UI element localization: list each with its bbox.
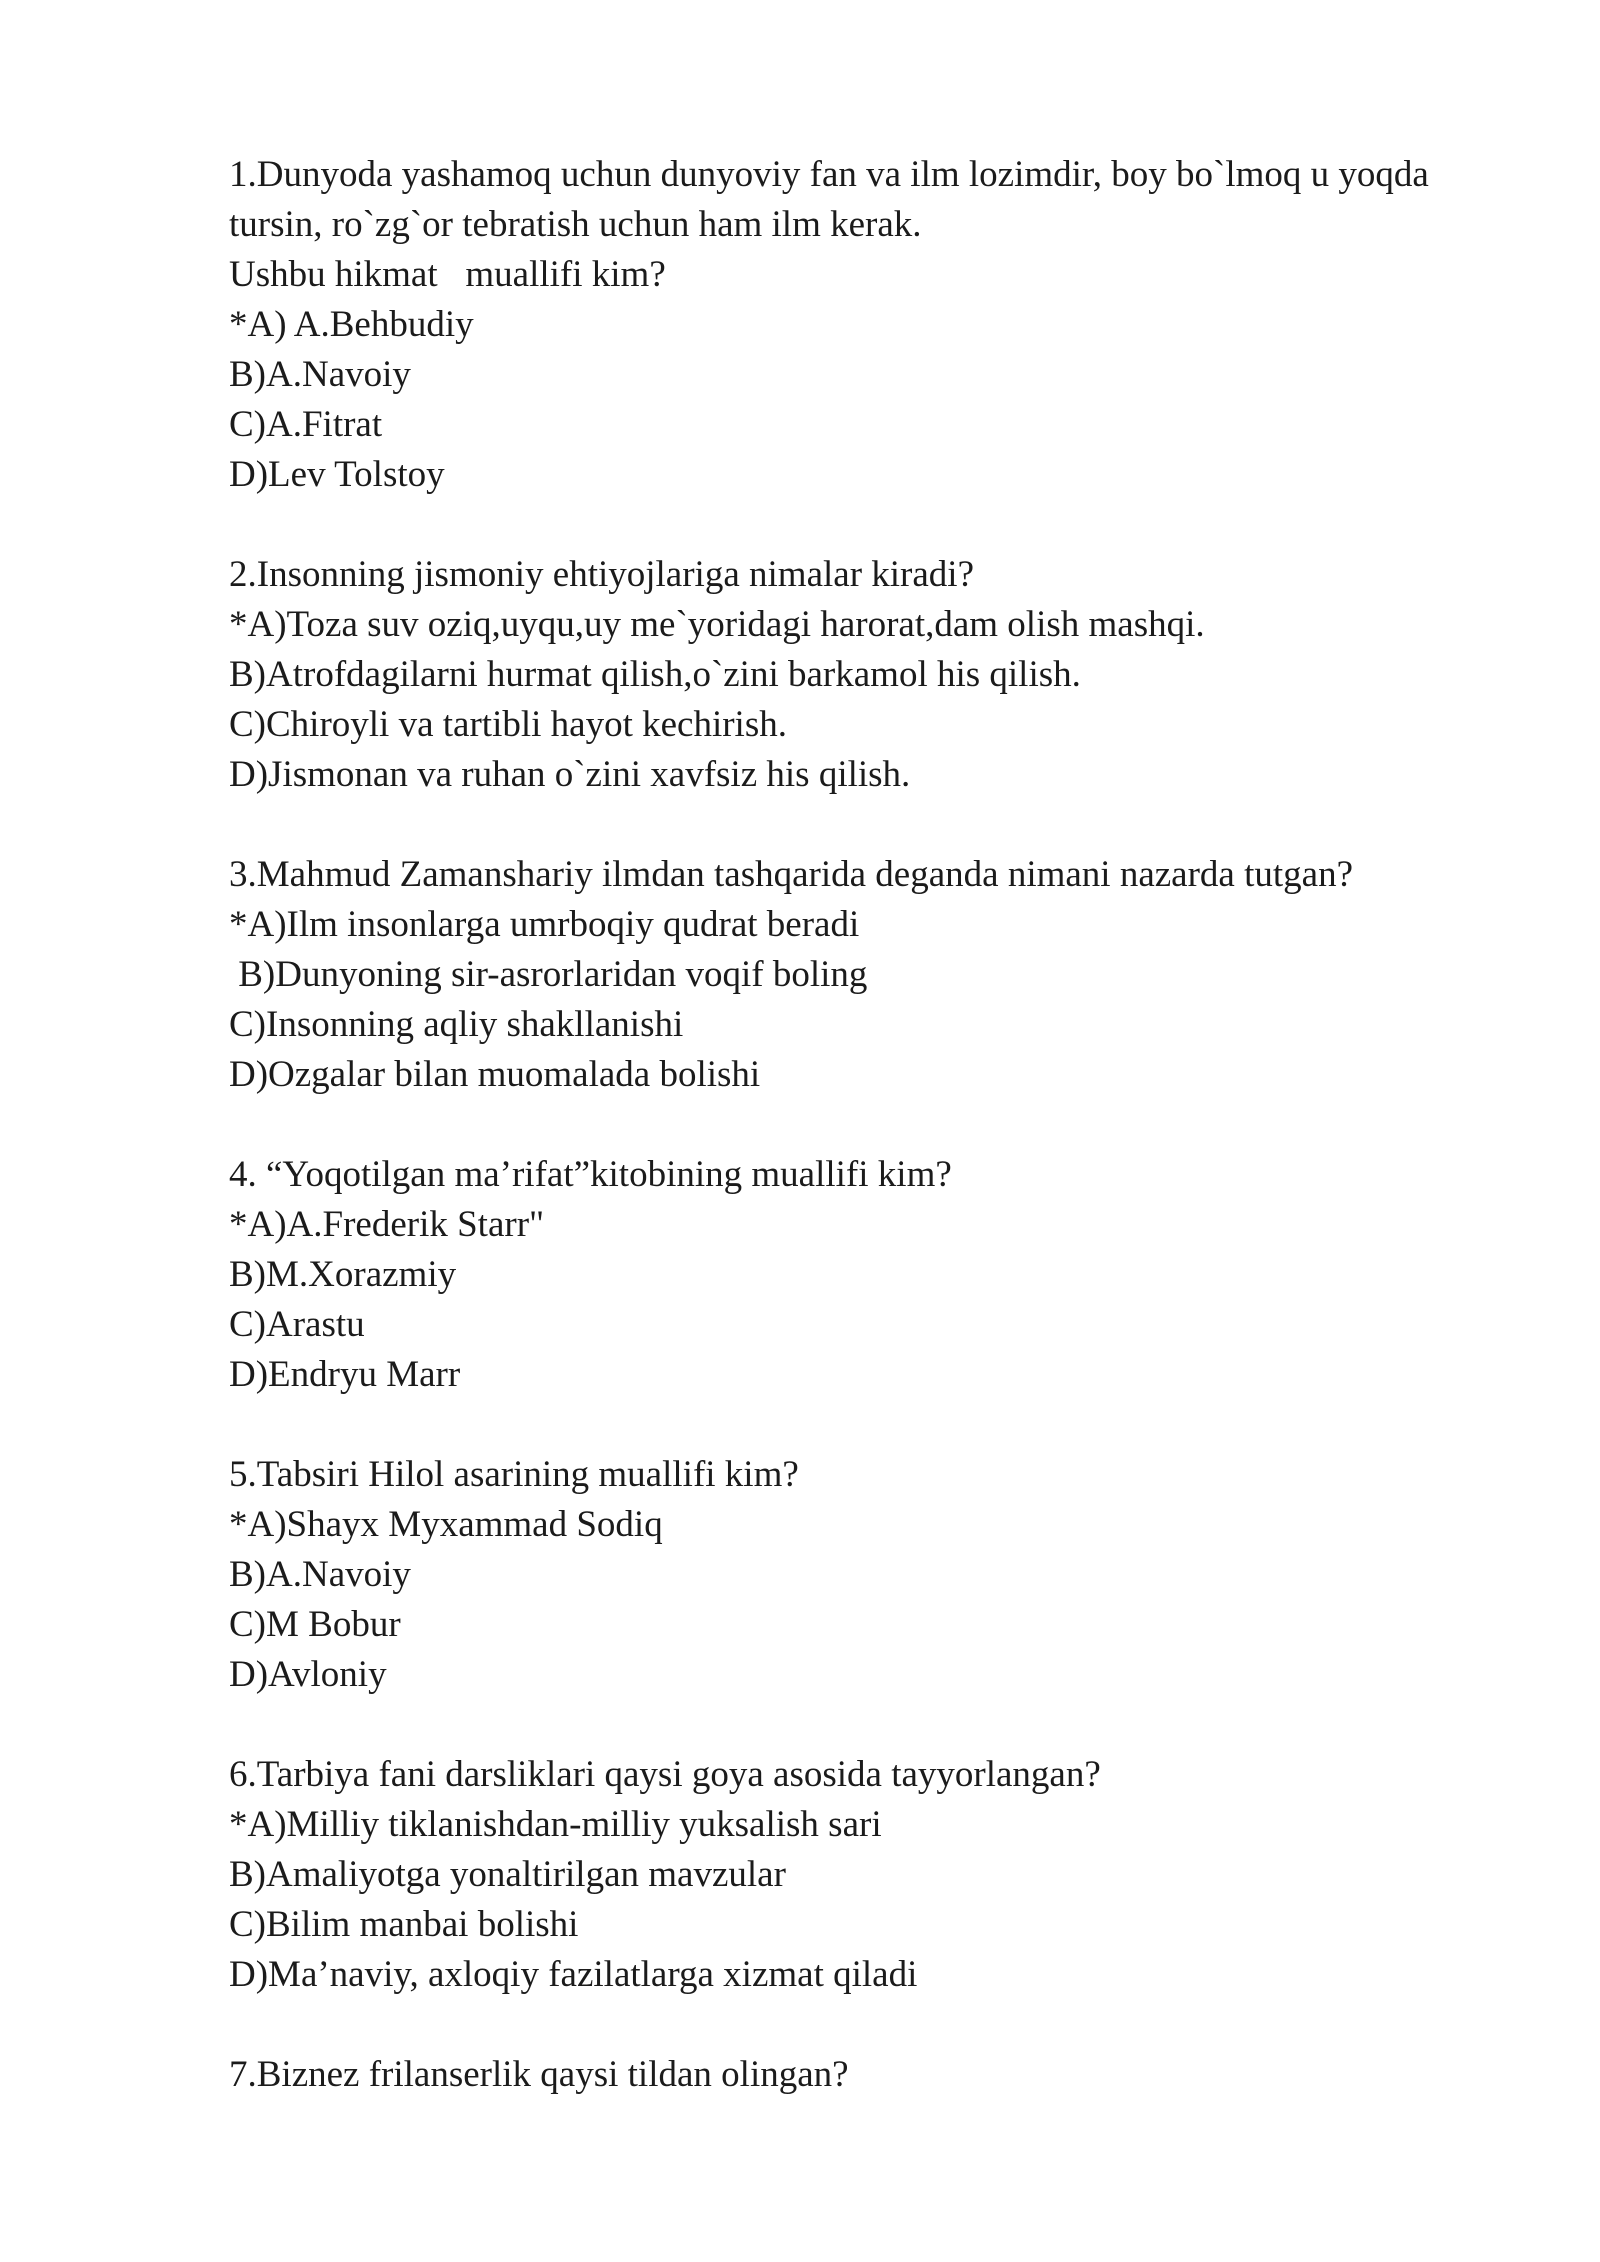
answer-option: C)Bilim manbai bolishi [229,1904,579,1945]
answer-option: D)Ozgalar bilan muomalada bolishi [229,1054,761,1095]
answer-option: B)Amaliyotga yonaltirilgan mavzular [229,1854,786,1895]
document-content [229,150,1479,2150]
question-text: 6.Tarbiya fani darsliklari qaysi goya asosida tayyorlangan? [229,1754,1101,1795]
answer-option: *A)Ilm insonlarga umrboqiy qudrat beradi [229,904,860,945]
answer-option: B)Dunyoning sir-asrorlaridan voqif boling [229,954,868,995]
answer-option: *A) A.Behbudiy [229,304,474,345]
answer-option: *A)Shayx Myxammad Sodiq [229,1504,663,1545]
answer-option: D)Lev Tolstoy [229,454,445,495]
answer-option: B)A.Navoiy [229,1554,411,1595]
question-text: 3.Mahmud Zamanshariy ilmdan tashqarida deganda nimani nazarda tutgan? [229,854,1354,895]
question-text: tursin, ro`zg`or tebratish uchun ham ilm kerak. [229,204,922,245]
question-text: 2.Insonning jismoniy ehtiyojlariga nimalar kiradi? [229,554,974,595]
answer-option: C)Chiroyli va tartibli hayot kechirish. [229,704,787,745]
answer-option: C)A.Fitrat [229,404,383,445]
question-1 [229,150,1479,500]
question-text: 1.Dunyoda yashamoq uchun dunyoviy fan va ilm lozimdir, boy bo`lmoq u yoqda [229,154,1429,195]
answer-option: C)Insonning aqliy shakllanishi [229,1004,684,1045]
question-4 [229,1150,1479,1400]
answer-option: *A)A.Frederik Starr" [229,1204,545,1245]
question-text: 5.Tabsiri Hilol asarining muallifi kim? [229,1454,799,1495]
answer-option: *A)Milliy tiklanishdan-milliy yuksalish sari [229,1804,882,1845]
question-text: 7.Biznez frilanserlik qaysi tildan olingan? [229,2054,849,2095]
answer-option: D)Endryu Marr [229,1354,461,1395]
question-5 [229,1450,1479,1700]
answer-option: B)Atrofdagilarni hurmat qilish,o`zini barkamol his qilish. [229,654,1081,695]
question-2 [229,550,1479,800]
question-3 [229,850,1479,1100]
question-7 [229,2050,1479,2100]
answer-option: D)Ma’naviy, axloqiy fazilatlarga xizmat qiladi [229,1954,918,1995]
answer-option: C)Arastu [229,1304,365,1345]
answer-option: D)Avloniy [229,1654,387,1695]
question-6 [229,1750,1479,2000]
answer-option: D)Jismonan va ruhan o`zini xavfsiz his qilish. [229,754,911,795]
question-text: 4. “Yoqotilgan ma’rifat”kitobining muallifi kim? [229,1154,952,1195]
answer-option: C)M Bobur [229,1604,401,1645]
answer-option: *A)Toza suv oziq,uyqu,uy me`yoridagi harorat,dam olish mashqi. [229,604,1205,645]
answer-option: B)M.Xorazmiy [229,1254,457,1295]
question-text: Ushbu hikmat muallifi kim? [229,254,666,295]
answer-option: B)A.Navoiy [229,354,411,395]
